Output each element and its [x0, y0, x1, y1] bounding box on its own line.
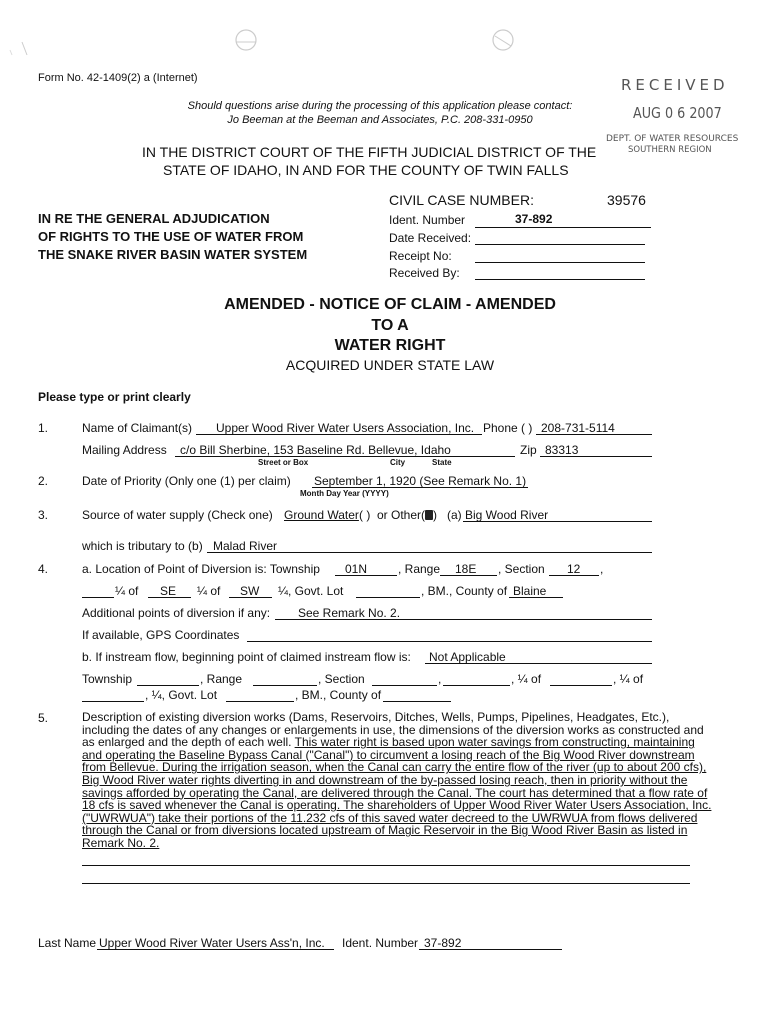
footer-last-name-label: Last Name	[38, 936, 97, 950]
item-number-2: 2.	[38, 474, 49, 488]
section-label: , Section	[498, 562, 545, 576]
claimant-value: Upper Wood River Water Users Association, Inc.	[216, 421, 475, 435]
item-number-4: 4.	[38, 562, 49, 576]
county-value: Blaine	[513, 584, 547, 598]
ground-water-checkbox[interactable]: ( )	[359, 508, 371, 522]
other-a-label: (a)	[447, 508, 462, 522]
ground-water-label: Ground Water	[284, 508, 359, 522]
mailing-label: Mailing Address	[82, 443, 167, 457]
received-date-stamp: AUG 0 6 2007	[633, 104, 722, 122]
item-number-3: 3.	[38, 508, 49, 522]
title-line-1: AMENDED - NOTICE OF CLAIM - AMENDED	[224, 296, 556, 313]
state-sublabel: State	[432, 458, 452, 467]
tributary-value: Malad River	[213, 539, 278, 553]
civil-case-label: CIVIL CASE NUMBER:	[389, 192, 534, 208]
quarter-of-4-text: ¼ of	[619, 672, 644, 686]
quarter-1-value: SE	[160, 584, 177, 598]
form-number: Form No. 42-1409(2) a (Internet)	[38, 72, 198, 84]
phone-value: 208-731-5114	[541, 421, 615, 435]
diversion-description-intro: Description of existing diversion works (Dams, Reservoirs, Ditches, Wells, Pumps, Pipelines, Headgates, Etc.), including the dates of any changes or enlargements in use, the dimensions of the diversion works as constructed and as enlarged and the depth of each well.	[82, 710, 704, 750]
govt-lot2-text: ¼, Govt. Lot	[151, 688, 218, 702]
caption-line-2: OF RIGHTS TO THE USE OF WATER FROM	[38, 229, 304, 244]
court-line-1: IN THE DISTRICT COURT OF THE FIFTH JUDICIAL DISTRICT OF THE	[142, 144, 597, 160]
range-label-text: Range	[404, 562, 441, 576]
priority-value: September 1, 1920 (See Remark No. 1)	[314, 474, 527, 488]
govt-lot2-label: , ¼, Govt. Lot	[145, 688, 218, 702]
zip-label: Zip	[520, 443, 537, 457]
contact-line-2: Jo Beeman at the Beeman and Associates, P.C. 208-331-0950	[227, 114, 533, 126]
contact-line-1: Should questions arise during the processing of this application please contact:	[187, 100, 573, 112]
civil-case-number: 39576	[607, 192, 646, 208]
footer-last-name-value: Upper Wood River Water Users Ass'n, Inc.	[99, 936, 325, 950]
title-line-4: ACQUIRED UNDER STATE LAW	[285, 357, 495, 373]
additional-points-label: Additional points of diversion if any:	[82, 606, 271, 620]
title-line-3: WATER RIGHT	[334, 337, 446, 354]
ident-number-value: 37-892	[515, 212, 553, 226]
received-by-label: Received By:	[389, 266, 460, 280]
tributary-label: which is tributary to (b)	[82, 539, 203, 553]
priority-label: Date of Priority (Only one (1) per claim)	[82, 474, 291, 488]
other-source-value: Big Wood River	[465, 508, 549, 522]
receipt-label: Receipt No:	[389, 249, 452, 263]
quarter-of-1: ¼ of	[115, 584, 139, 598]
quarter-of-2: ¼ of	[197, 584, 221, 598]
scan-marks	[0, 0, 770, 80]
caption-line-3: THE SNAKE RIVER BASIN WATER SYSTEM	[38, 247, 308, 262]
range-value: 18E	[455, 562, 477, 576]
caption-line-1: IN RE THE GENERAL ADJUDICATION	[38, 211, 270, 226]
date-received-label: Date Received:	[389, 231, 472, 245]
section2-comma: ,	[438, 672, 442, 686]
quarter-2-value: SW	[240, 584, 260, 598]
instructions: Please type or print clearly	[38, 390, 191, 404]
section-label-text: Section	[504, 562, 545, 576]
additional-points-value: See Remark No. 2.	[298, 606, 401, 620]
item-number-5: 5.	[38, 711, 49, 725]
mailing-value: c/o Bill Sherbine, 153 Baseline Rd. Bellevue, Idaho	[180, 443, 451, 457]
dept-stamp: DEPT. OF WATER RESOURCES	[606, 134, 739, 144]
govt-lot-label: ¼, Govt. Lot	[278, 584, 344, 598]
diversion-description-text: This water right is based upon water savings from constructing, maintaining and operating the Baseline Bypass Canal ("Canal") to circumvent a losing reach of the Big Wood River downstream from Bellevue. During the irrigation season, when the Canal can carry the entire flow of the river (up to about 200 cfs), Big Wood River water rights diverting in and downstream of the by-passed losing reach, then in priority without the savings afforded by operating the Canal, are delivered through the Canal. The court has determined that a flow rate of 18 cfs is saved whenever the Canal is operating. The shareholders of Upper Wood River Water Users Association, Inc. ("UWRWUA") take their portions of the 11.232 cfs of this saved water decreed to the UWRWUA from flows delivered through the Canal or from diversions located upstream of Magic Reservoir in the Big Wood River Basin as listed in Remark No. 2.	[82, 735, 712, 850]
section2-label: , Section	[318, 672, 365, 686]
priority-sublabel: Month Day Year (YYYY)	[300, 489, 389, 498]
street-sublabel: Street or Box	[258, 458, 309, 467]
zip-value: 83313	[545, 443, 579, 457]
city-sublabel: City	[390, 458, 406, 467]
bm-county-label: , BM., County of	[421, 584, 508, 598]
region-stamp: SOUTHERN REGION	[628, 145, 712, 155]
diversion-description	[82, 711, 718, 850]
location-label: a. Location of Point of Diversion is: Township	[82, 562, 320, 576]
footer-ident-value: 37-892	[424, 936, 462, 950]
title-line-2: TO A	[371, 317, 409, 334]
quarter-of-4: , ¼ of	[613, 672, 644, 686]
range-label: , Range	[398, 562, 441, 576]
source-label: Source of water supply (Check one)	[82, 508, 273, 522]
gps-label: If available, GPS Coordinates	[82, 628, 240, 642]
range2-label: , Range	[200, 672, 243, 686]
section-comma: ,	[600, 562, 604, 576]
quarter-of-3-text: ¼ of	[517, 672, 542, 686]
phone-label: Phone ( )	[483, 421, 533, 435]
ident-number-label: Ident. Number	[389, 213, 466, 227]
claimant-label: Name of Claimant(s)	[82, 421, 193, 435]
checked-mark-icon	[425, 510, 433, 520]
court-line-2: STATE OF IDAHO, IN AND FOR THE COUNTY OF TWIN FALLS	[163, 162, 569, 178]
instream-value: Not Applicable	[429, 650, 506, 664]
received-stamp: RECEIVED	[621, 76, 729, 94]
section-value: 12	[567, 562, 581, 576]
or-other-label: or Other	[377, 508, 422, 522]
instream-label: b. If instream flow, beginning point of claimed instream flow is:	[82, 650, 411, 664]
township-value: 01N	[345, 562, 368, 576]
bm-county2-label: , BM., County of	[295, 688, 382, 702]
township2-label: Township	[82, 672, 133, 686]
footer-ident-label: Ident. Number	[342, 936, 419, 950]
other-checkbox[interactable]: ( )	[421, 508, 437, 522]
quarter-of-3: , ¼ of	[511, 672, 542, 686]
item-number-1: 1.	[38, 421, 49, 435]
